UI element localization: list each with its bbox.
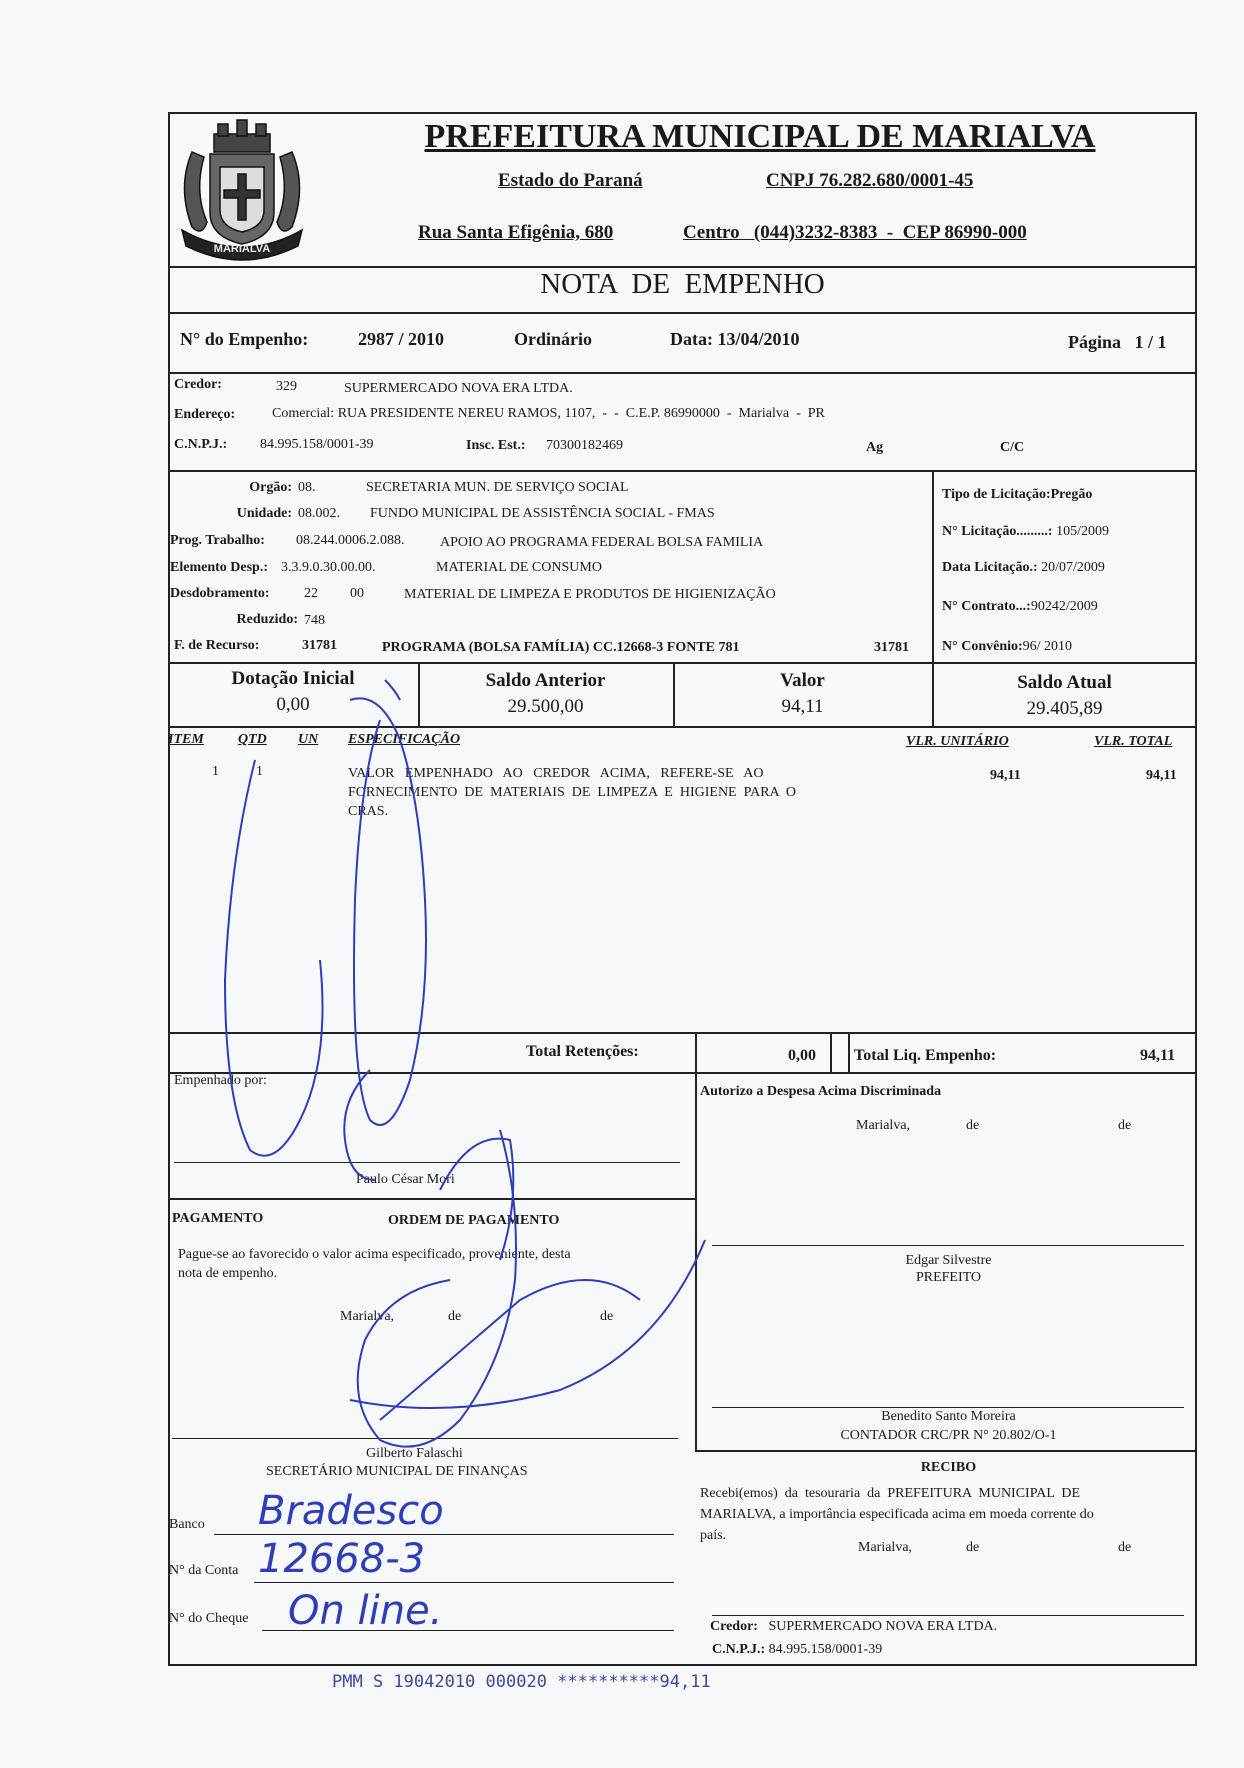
contador-cargo: CONTADOR CRC/PR N° 20.802/O-1: [840, 1428, 1057, 1443]
elemento-label: Elemento Desp.:: [170, 560, 268, 575]
total-liq-value: 94,11: [1140, 1047, 1176, 1064]
signature-line: [712, 1407, 1184, 1408]
ag-label: Ag: [866, 440, 884, 455]
convenio-label: N° Convênio:: [942, 639, 1023, 654]
divider: [695, 1032, 697, 1450]
contador-nome: Benedito Santo Moreira: [881, 1409, 1016, 1424]
empenho-page: Página 1 / 1: [1068, 332, 1167, 352]
pagamento-texto-1: Pague-se ao favorecido o valor acima especificado, proveniente, desta: [178, 1247, 571, 1262]
licitacao-numero: 105/2009: [1056, 524, 1109, 539]
divider: [168, 470, 1197, 472]
secretario-nome: Gilberto Falaschi: [366, 1446, 463, 1461]
contrato-value: 90242/2009: [1030, 599, 1098, 614]
recibo-title: RECIBO: [920, 1460, 977, 1475]
col-un: UN: [298, 732, 319, 747]
empenho-number: 2987 / 2010: [358, 329, 445, 349]
recurso-code-2: 31781: [874, 640, 909, 655]
autorizo-de-1: de: [966, 1118, 980, 1133]
header-phone-cep: Centro (044)3232-8383 - CEP 86990-000: [683, 222, 1027, 243]
dotacao-inicial-label: Dotação Inicial: [231, 668, 355, 689]
desdobramento-label: Desdobramento:: [170, 586, 270, 601]
valor-label: Valor: [780, 670, 825, 691]
cnpj-value: 84.995.158/0001-39: [260, 437, 374, 452]
validation-stamp: PMM S 19042010 000020 **********94,11: [332, 1672, 711, 1692]
saldo-atual-label: Saldo Atual: [1017, 672, 1112, 693]
signature-line: [712, 1615, 1184, 1616]
empenho-date: Data: 13/04/2010: [670, 329, 800, 349]
contrato-label: N° Contrato...:: [942, 599, 1031, 614]
header-address: Rua Santa Efigênia, 680: [418, 222, 614, 243]
divider: [695, 1450, 1197, 1452]
header-title: PREFEITURA MUNICIPAL DE MARIALVA: [424, 118, 1096, 155]
pagamento-de-2: de: [600, 1309, 614, 1324]
endereco-value: Comercial: RUA PRESIDENTE NEREU RAMOS, 1107, - - C.E.P. 86990000 - Marialva - PR: [272, 406, 825, 421]
municipal-crest-icon: [172, 112, 312, 262]
elemento-name: MATERIAL DE CONSUMO: [436, 560, 602, 575]
pagamento-texto-2: nota de empenho.: [178, 1266, 278, 1281]
credor-name: SUPERMERCADO NOVA ERA LTDA.: [344, 381, 573, 396]
col-item: ITEM: [168, 732, 204, 747]
convenio-value: 96/ 2010: [1022, 639, 1073, 654]
conta-handwritten: 12668-3: [258, 1536, 426, 1582]
unidade-name: FUNDO MUNICIPAL DE ASSISTÊNCIA SOCIAL - FMAS: [370, 506, 715, 521]
unidade-code: 08.002.: [298, 506, 340, 521]
conta-line: [254, 1582, 674, 1583]
divider: [168, 1198, 696, 1200]
prefeito-cargo: PREFEITO: [915, 1270, 982, 1285]
recibo-cnpj-label: C.N.P.J.:: [712, 1642, 766, 1657]
cheque-handwritten: On line.: [288, 1588, 443, 1634]
cc-label: C/C: [1000, 440, 1025, 455]
unidade-label: Unidade:: [236, 506, 292, 521]
desdobramento-sub: 00: [350, 586, 364, 601]
recibo-texto-2: MARIALVA, a importância especificada acima em moeda corrente do: [700, 1507, 1094, 1522]
col-vlr-total: VLR. TOTAL: [1094, 734, 1173, 749]
row-spec-line3: CRAS.: [348, 804, 389, 819]
reduzido-code: 748: [304, 613, 325, 628]
autorizo-marialva: Marialva,: [856, 1118, 911, 1133]
empenhado-por-label: Empenhado por:: [174, 1073, 267, 1088]
prefeito-nome: Edgar Silvestre: [905, 1253, 992, 1268]
dotacao-inicial-value: 0,00: [276, 694, 310, 715]
divider: [168, 312, 1197, 314]
insc-label: Insc. Est.:: [466, 438, 526, 453]
divider: [168, 662, 1197, 664]
empenho-type: Ordinário: [514, 329, 593, 349]
divider: [168, 1072, 1197, 1074]
signature-line: [174, 1162, 680, 1163]
col-especificacao: ESPECIFICAÇÃO: [348, 732, 461, 747]
ordem-pagamento: ORDEM DE PAGAMENTO: [388, 1213, 560, 1228]
empenho-number-label: N° do Empenho:: [180, 329, 309, 349]
licitacao-tipo: Tipo de Licitação:Pregão: [942, 487, 1093, 502]
banco-handwritten: Bradesco: [258, 1488, 444, 1534]
recibo-texto-3: país.: [700, 1528, 727, 1543]
row-vlr-unitario: 94,11: [990, 768, 1021, 783]
banco-label: Banco: [169, 1517, 205, 1532]
recibo-de-1: de: [966, 1540, 980, 1555]
header-state: Estado do Paraná: [498, 170, 643, 191]
saldo-atual-value: 29.405,89: [1026, 698, 1103, 719]
divider: [168, 1032, 1197, 1034]
recibo-cnpj: 84.995.158/0001-39: [768, 1642, 883, 1657]
recibo-de-2: de: [1118, 1540, 1132, 1555]
reduzido-label: Reduzido:: [236, 612, 298, 627]
autorizo-de-2: de: [1118, 1118, 1132, 1133]
row-qtd: 1: [256, 764, 263, 779]
pagamento-label: PAGAMENTO: [172, 1211, 264, 1226]
retencoes-label: Total Retenções:: [526, 1043, 639, 1060]
prog-label: Prog. Trabalho:: [170, 533, 265, 548]
cheque-label: N° do Cheque: [169, 1611, 249, 1626]
row-item: 1: [212, 764, 219, 779]
pagamento-marialva: Marialva,: [340, 1309, 395, 1324]
conta-label: N° da Conta: [169, 1563, 239, 1578]
saldo-anterior-label: Saldo Anterior: [485, 670, 606, 691]
elemento-code: 3.3.9.0.30.00.00.: [281, 560, 376, 575]
row-spec-line2: FORNECIMENTO DE MATERIAIS DE LIMPEZA E HIGIENE PARA O: [348, 785, 797, 800]
orgao-code: 08.: [298, 480, 316, 495]
row-spec-line1: VALOR EMPENHADO AO CREDOR ACIMA, REFERE-SE AO: [348, 766, 764, 781]
signature-line: [172, 1438, 678, 1439]
document-title: NOTA DE EMPENHO: [540, 268, 825, 300]
header-cnpj: CNPJ 76.282.680/0001-45: [766, 170, 974, 191]
valor-value: 94,11: [781, 696, 824, 717]
licitacao-data: 20/07/2009: [1041, 560, 1105, 575]
secretario-cargo: SECRETÁRIO MUNICIPAL DE FINANÇAS: [266, 1464, 528, 1479]
recibo-texto-1: Recebi(emos) da tesouraria da PREFEITURA MUNICIPAL DE: [700, 1486, 1081, 1501]
orgao-name: SECRETARIA MUN. DE SERVIÇO SOCIAL: [366, 480, 629, 495]
divider: [168, 372, 1197, 374]
divider: [848, 1032, 850, 1072]
recurso-code: 31781: [302, 638, 337, 653]
saldo-anterior-value: 29.500,00: [507, 696, 584, 717]
empenhado-nome: Paulo César Mori: [356, 1172, 455, 1187]
prog-name: APOIO AO PROGRAMA FEDERAL BOLSA FAMILIA: [440, 535, 764, 550]
pagamento-de-1: de: [448, 1309, 462, 1324]
row-vlr-total: 94,11: [1146, 768, 1177, 783]
desdobramento-name: MATERIAL DE LIMPEZA E PRODUTOS DE HIGIENIZAÇÃO: [404, 587, 776, 602]
divider: [168, 726, 1197, 728]
credor-label: Credor:: [174, 377, 222, 392]
col-qtd: QTD: [238, 732, 267, 747]
insc-value: 70300182469: [546, 438, 623, 453]
divider: [932, 470, 934, 662]
desdobramento-code: 22: [304, 586, 318, 601]
signature-line: [712, 1245, 1184, 1246]
divider: [830, 1032, 832, 1072]
retencoes-value: 0,00: [788, 1047, 816, 1064]
banco-line: [214, 1534, 674, 1535]
recurso-name: PROGRAMA (BOLSA FAMÍLIA) CC.12668-3 FONTE 781: [382, 640, 740, 655]
licitacao-data-label: Data Licitação.:: [942, 560, 1038, 575]
recibo-credor-label: Credor:: [710, 1619, 758, 1634]
total-liq-label: Total Liq. Empenho:: [854, 1047, 997, 1064]
col-vlr-unitario: VLR. UNITÁRIO: [906, 734, 1009, 749]
endereco-label: Endereço:: [174, 407, 236, 422]
cnpj-label: C.N.P.J.:: [174, 437, 228, 452]
orgao-label: Orgão:: [249, 480, 292, 495]
credor-code: 329: [276, 379, 297, 394]
licitacao-numero-label: N° Licitação.........:: [942, 524, 1053, 539]
crest-text: MARIALVA: [213, 243, 271, 255]
recibo-marialva: Marialva,: [858, 1540, 913, 1555]
prog-code: 08.244.0006.2.088.: [296, 533, 405, 548]
recibo-credor: SUPERMERCADO NOVA ERA LTDA.: [768, 1619, 998, 1634]
autorizo-text: Autorizo a Despesa Acima Discriminada: [700, 1084, 942, 1099]
recurso-label: F. de Recurso:: [174, 638, 260, 653]
